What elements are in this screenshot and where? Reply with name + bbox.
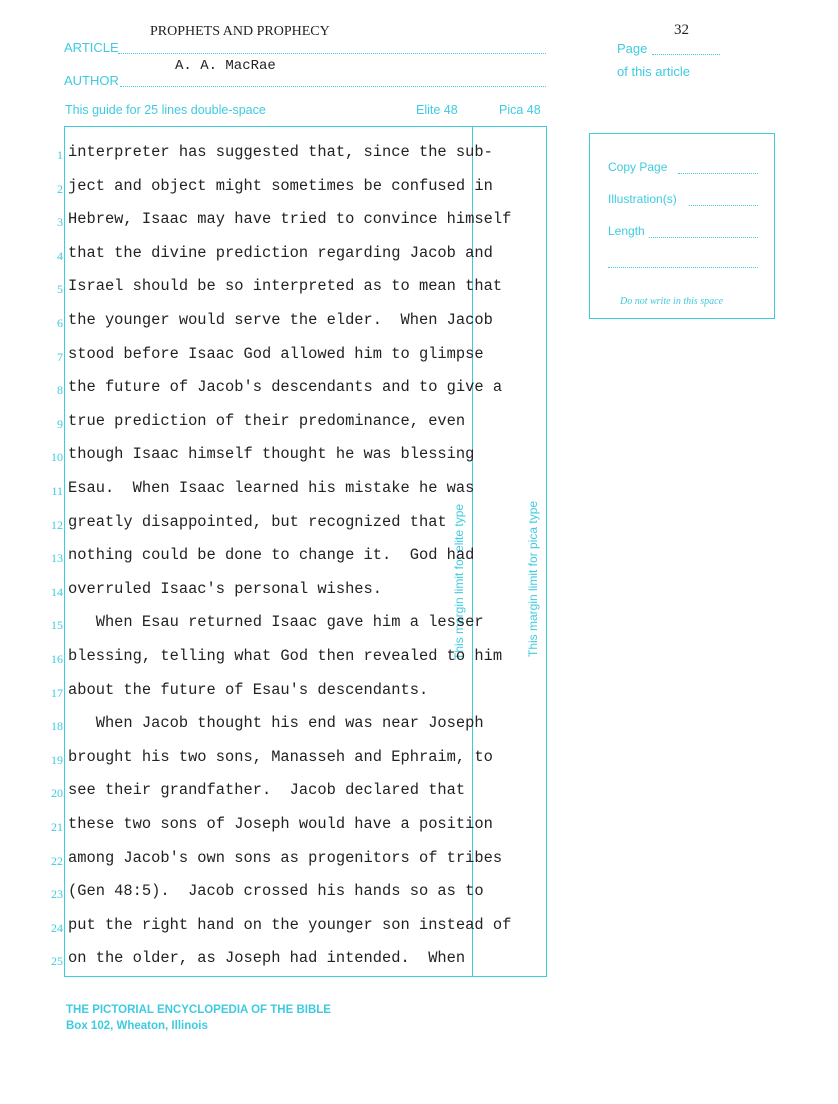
illustrations-line [689, 205, 758, 206]
article-line [118, 53, 546, 54]
typed-line: Israel should be so interpreted as to mean that [68, 277, 503, 296]
typed-line: When Jacob thought his end was near Joseph [68, 714, 484, 733]
typed-line: on the older, as Joseph had intended. When [68, 949, 466, 968]
article-title: PROPHETS AND PROPHECY [150, 24, 330, 39]
illustrations-label: Illustration(s) [608, 192, 677, 206]
line-number: 24 [51, 920, 63, 935]
line-number: 14 [51, 584, 63, 599]
line-number: 17 [51, 685, 63, 700]
line-number: 19 [51, 752, 63, 767]
line-number: 8 [57, 383, 63, 398]
typed-line: the younger would serve the elder. When Jacob [68, 311, 493, 329]
line-number: 25 [51, 954, 63, 969]
typed-line: that the divine prediction regarding Jacob and [68, 243, 493, 262]
line-number: 4 [57, 248, 63, 263]
elite-margin-label: This margin limit for elite type [452, 503, 466, 660]
line-number: 15 [51, 618, 63, 633]
line-number: 13 [51, 551, 63, 566]
author-line [120, 86, 546, 87]
length-line [649, 237, 758, 238]
typed-line: greatly disappointed, but recognized that [68, 512, 447, 531]
line-number: 23 [51, 887, 63, 902]
footer-address: Box 102, Wheaton, Illinois [66, 1020, 208, 1032]
page-number: 32 [674, 22, 689, 38]
of-article-label: of this article [617, 64, 690, 79]
length-label: Length [608, 224, 645, 238]
typed-line: Hebrew, Isaac may have tried to convince himself [68, 210, 512, 229]
line-number: 10 [51, 450, 63, 465]
line-number: 7 [57, 349, 63, 364]
typed-line: see their grandfather. Jacob declared that [68, 781, 466, 800]
line-number: 5 [57, 282, 63, 297]
line-number: 2 [57, 181, 63, 196]
typed-line: Esau. When Isaac learned his mistake he was [68, 479, 475, 497]
pica-margin-label: This margin limit for pica type [526, 500, 540, 657]
line-number: 16 [51, 652, 63, 666]
typed-line: When Esau returned Isaac gave him a lesser [68, 613, 484, 632]
typed-line: the future of Jacob's descendants and to give a [68, 378, 503, 397]
article-label: ARTICLE [64, 40, 119, 55]
page-line [652, 54, 720, 55]
typed-line: interpreter has suggested that, since the sub- [68, 143, 493, 161]
pica-label: Pica 48 [499, 103, 541, 117]
typed-line: nothing could be done to change it. God had [68, 546, 475, 565]
line-number: 11 [51, 484, 63, 498]
typed-line: brought his two sons, Manasseh and Ephraim, to [68, 747, 493, 766]
typed-line: blessing, telling what God then revealed to him [68, 647, 503, 665]
line-number: 22 [51, 853, 63, 868]
page-label: Page [617, 41, 648, 56]
author-label: AUTHOR [64, 73, 119, 88]
blank-line [608, 267, 758, 268]
typed-line: though Isaac himself thought he was blessing [68, 445, 475, 464]
copy-box [589, 133, 775, 319]
typed-line: these two sons of Joseph would have a position [68, 815, 493, 833]
line-number: 21 [51, 820, 63, 834]
copy-page-label: Copy Page [608, 160, 668, 174]
typed-line: (Gen 48:5). Jacob crossed his hands so as to [68, 882, 484, 901]
line-number: 3 [57, 215, 63, 230]
line-number: 9 [57, 416, 63, 431]
elite-label: Elite 48 [416, 103, 458, 117]
line-number: 12 [51, 517, 63, 532]
footer-publisher: THE PICTORIAL ENCYCLOPEDIA OF THE BIBLE [66, 1004, 331, 1016]
copy-page-line [678, 173, 758, 174]
typed-line: stood before Isaac God allowed him to glimpse [68, 344, 484, 363]
line-number: 1 [57, 148, 63, 162]
typed-line: about the future of Esau's descendants. [68, 680, 429, 699]
line-number: 20 [51, 786, 63, 801]
line-number: 18 [51, 719, 63, 734]
typed-line: ject and object might sometimes be confused in [68, 176, 493, 195]
typed-line: true prediction of their predominance, even [68, 411, 466, 430]
do-not-write-note: Do not write in this space [620, 296, 724, 307]
typed-line: among Jacob's own sons as progenitors of tribes [68, 848, 503, 867]
line-number: 6 [57, 316, 63, 330]
guide-text: This guide for 25 lines double-space [65, 103, 266, 117]
typed-line: put the right hand on the younger son instead of [68, 915, 512, 934]
author-name: A. A. MacRae [175, 58, 276, 74]
typed-line: overruled Isaac's personal wishes. [68, 579, 383, 598]
